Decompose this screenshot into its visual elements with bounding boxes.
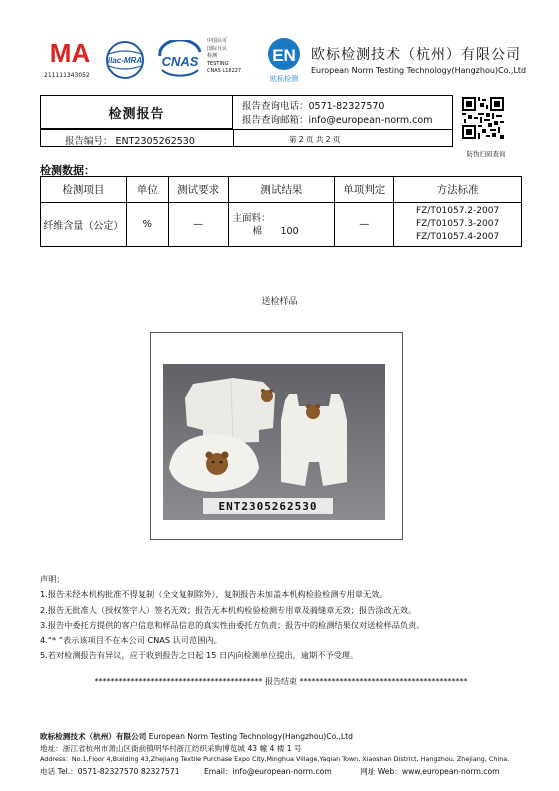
result-fiber: 棉 bbox=[252, 225, 263, 237]
note-item: 5.若对检测报告有异议，应于收到报告之日起 15 日内向检测单位提出，逾期不予受理。 bbox=[40, 650, 359, 661]
column-header: 单位 bbox=[126, 177, 168, 203]
sample-photo-image bbox=[163, 364, 385, 520]
report-end-line: ****************************************** 报告结束 ****************************************** bbox=[94, 677, 468, 686]
logo-caption: 欧标检测 bbox=[270, 75, 298, 83]
notes-title: 声明： bbox=[40, 574, 65, 584]
unit: % bbox=[126, 203, 168, 247]
note-item: 2.报告无批准人（授权签字人）签名无效；报告无本机构检验检测专用章及骑缝章无效；报告涂改无效。 bbox=[40, 604, 417, 615]
qr-caption: 防伪扫码查询 bbox=[466, 150, 506, 158]
cnas-logo-icon bbox=[156, 40, 204, 78]
declaration-notes bbox=[40, 572, 424, 664]
table-header-row bbox=[41, 177, 522, 203]
test-item: 纤维含量（公定） bbox=[41, 203, 127, 247]
result-detail bbox=[233, 225, 335, 238]
section-title: 检测数据： bbox=[40, 164, 95, 177]
footer-phone: 电话 Tel.：0571-82327570 82327571 bbox=[40, 766, 180, 776]
svg-text:CNAS: CNAS bbox=[161, 54, 199, 69]
note-item: 3.报告中委托方提供的客户信息和样品信息的真实性由委托方负责；报告中的检测结果仅对送检样品负责。 bbox=[40, 619, 425, 630]
report-email: 报告查询邮箱：info@european-norm.com bbox=[242, 115, 433, 126]
result-value: 100 bbox=[280, 225, 299, 237]
sample-caption: 送检样品 bbox=[261, 297, 298, 307]
column-header: 方法标准 bbox=[394, 177, 522, 203]
company-name-cn: 欧标检测技术（杭州）有限公司 bbox=[311, 47, 521, 63]
report-number-row bbox=[41, 129, 452, 147]
svg-text:EN: EN bbox=[272, 46, 296, 65]
report-number: 报告编号： ENT2305262530 bbox=[65, 136, 195, 147]
report-title-box bbox=[40, 95, 453, 147]
method-standards: FZ/T01057.2-2007 FZ/T01057.3-2007 FZ/T01057.4-2007 bbox=[394, 203, 522, 247]
table-row bbox=[41, 203, 522, 247]
note-item: 1.报告未经本机构批准不得复制（全文复制除外），复制报告未加盖本机构检验检测专用章无效。 bbox=[40, 589, 388, 600]
test-result bbox=[228, 203, 335, 247]
company-name-en: European Norm Testing Technology(Hangzhou)Co.,Ltd bbox=[311, 66, 527, 75]
requirement: — bbox=[168, 203, 228, 247]
report-title: 检测报告 bbox=[41, 96, 233, 129]
footer-company: 欧标检测技术（杭州）有限公司 European Norm Testing Technology(Hangzhou)Co.,Ltd bbox=[40, 732, 353, 741]
report-phone: 报告查询电话：0571-82327570 bbox=[242, 101, 385, 112]
cnas-accreditation-text: 中国认可 国际互认 检测 TESTING CNAS L18227 bbox=[207, 38, 242, 74]
footer-address-cn: 地址：浙江省杭州市萧山区衙前镇明华村浙江纺织采购博览城 43 幢 4 楼 1 号 bbox=[40, 743, 302, 753]
column-header: 测试要求 bbox=[168, 177, 228, 203]
cma-logo-icon bbox=[44, 38, 96, 68]
footer-web: 网址 Web：www.european-norm.com bbox=[360, 766, 500, 776]
report-contact bbox=[242, 100, 432, 128]
page-number: 第 2 页 共 2 页 bbox=[289, 135, 341, 144]
column-header: 单项判定 bbox=[335, 177, 394, 203]
footer-contact bbox=[40, 766, 509, 778]
note-item: 4.“* ”表示该项目不在本公司 CNAS 认可范围内。 bbox=[40, 635, 222, 646]
result-label: 主面料： bbox=[232, 212, 271, 224]
footer-email: Email：info@european-norm.com bbox=[203, 766, 332, 776]
judgement: — bbox=[335, 203, 394, 247]
svg-text:ilac-MRA: ilac-MRA bbox=[107, 56, 143, 65]
qr-code-icon bbox=[462, 97, 504, 139]
footer-address-en: Address：No.1,Floor 4,Building 43,Zhejiang Textile Purchase Expo City,Minghua Village,Yaqian Town, Xiaoshan District, Hangzhou, Zhejiang, China. bbox=[40, 755, 510, 763]
test-data-table bbox=[40, 176, 522, 247]
column-header: 检测项目 bbox=[41, 177, 127, 203]
svg-text:MA: MA bbox=[49, 38, 91, 68]
ilac-mra-logo-icon bbox=[103, 40, 147, 80]
footer bbox=[40, 731, 509, 777]
divider bbox=[233, 129, 234, 147]
svg-text:ENT2305262530: ENT2305262530 bbox=[218, 500, 318, 513]
column-header: 测试结果 bbox=[228, 177, 335, 203]
cma-number: 211111343052 bbox=[44, 72, 90, 79]
